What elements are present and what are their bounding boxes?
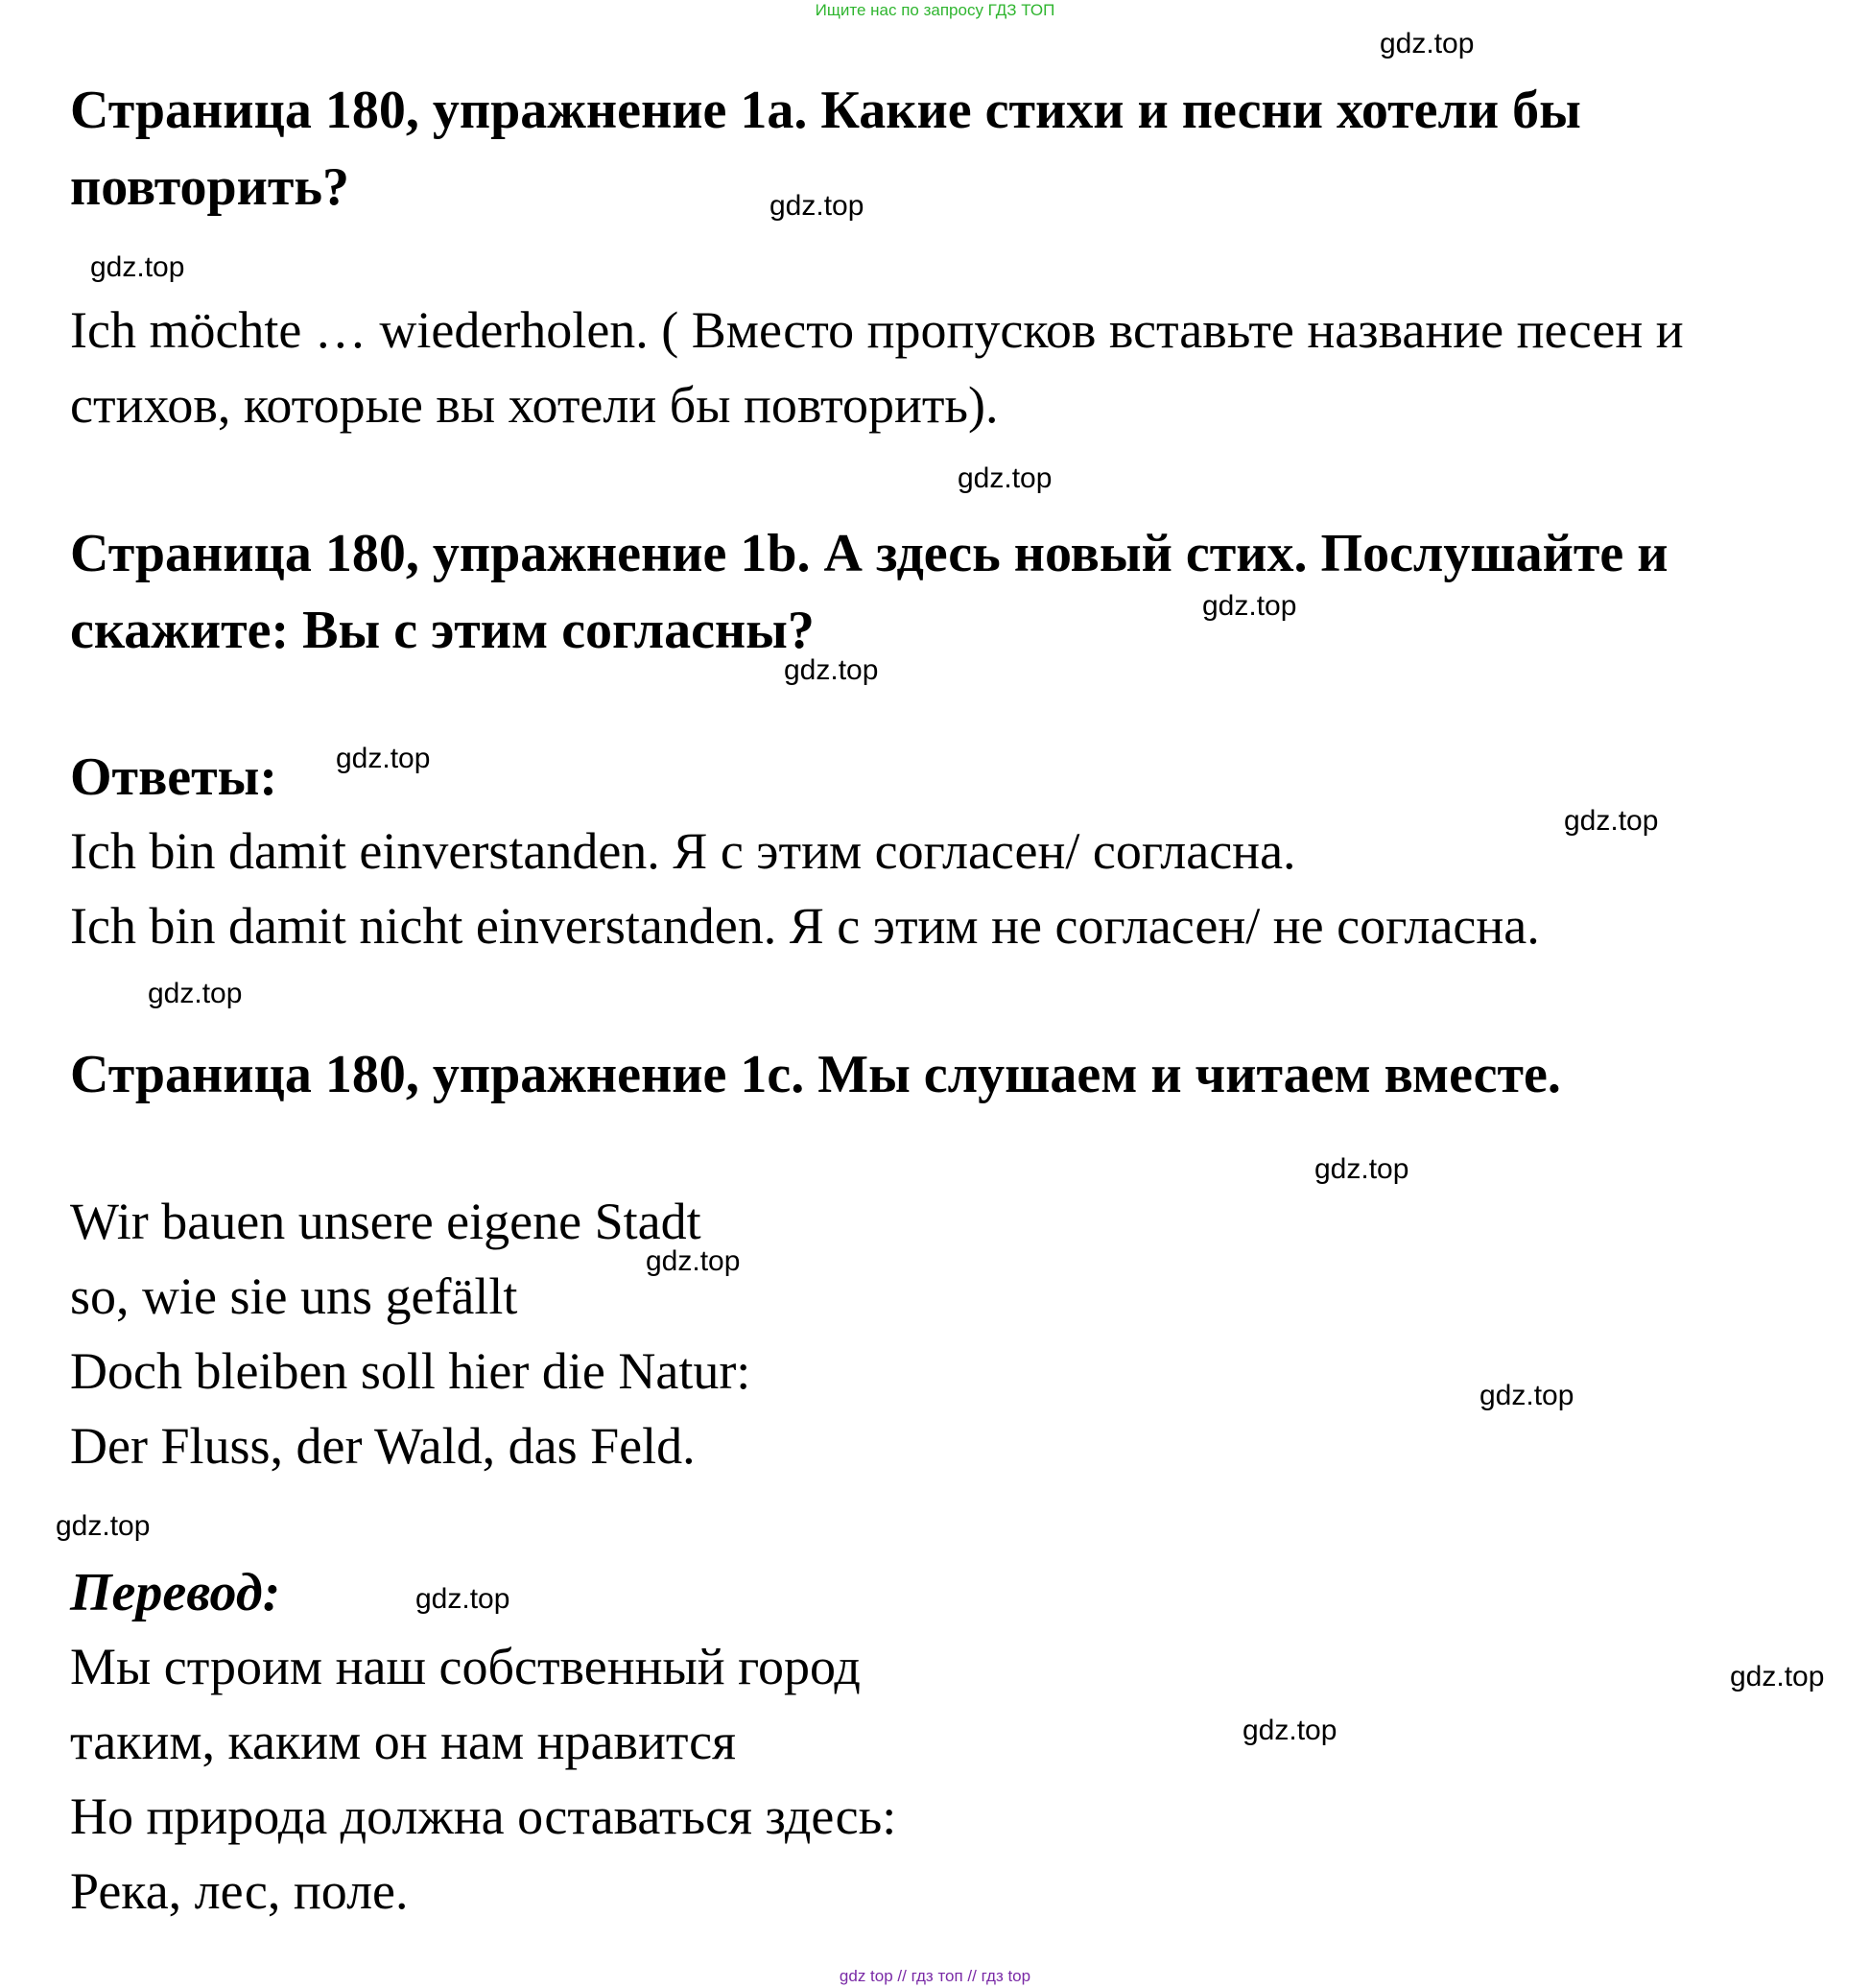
watermark: gdz.top xyxy=(646,1245,741,1277)
watermark: gdz.top xyxy=(1564,805,1659,837)
answer-line-1: Ich bin damit einverstanden. Я с этим согласен/ согласна. xyxy=(70,822,1296,880)
watermark: gdz.top xyxy=(415,1583,510,1615)
watermark: gdz.top xyxy=(148,978,243,1009)
poem-line-2: so, wie sie uns gefällt xyxy=(70,1267,518,1325)
watermark: gdz.top xyxy=(1730,1661,1825,1692)
watermark: gdz.top xyxy=(56,1510,151,1542)
watermark: gdz.top xyxy=(1243,1715,1337,1746)
translation-line-1: Мы строим наш собственный город xyxy=(70,1638,861,1695)
watermark: gdz.top xyxy=(1202,590,1297,622)
exercise-1a-text-line-1: Ich möchte … wiederholen. ( Вместо пропусков вставьте название песен и xyxy=(70,301,1684,359)
poem-line-1: Wir bauen unsere eigene Stadt xyxy=(70,1193,701,1250)
answers-title: Ответы: xyxy=(70,747,278,807)
watermark: gdz.top xyxy=(1479,1380,1574,1411)
watermark: gdz.top xyxy=(769,190,864,222)
watermark: gdz.top xyxy=(336,743,431,774)
watermark: gdz.top xyxy=(784,654,879,686)
answer-line-2: Ich bin damit nicht einverstanden. Я с этим не согласен/ не согласна. xyxy=(70,897,1540,955)
heading-exercise-1c: Страница 180, упражнение 1c. Мы слушаем и читаем вместе. xyxy=(70,1045,1561,1104)
exercise-1a-text-line-2: стихов, которые вы хотели бы повторить). xyxy=(70,376,999,434)
heading-exercise-1b: Страница 180, упражнение 1b. А здесь новый стих. Послушайте и скажите: Вы с этим согласны? xyxy=(70,524,1669,660)
translation-line-4: Река, лес, поле. xyxy=(70,1862,409,1920)
watermark: gdz.top xyxy=(1314,1153,1409,1185)
heading-exercise-1a: Страница 180, упражнение 1a. Какие стихи и песни хотели бы повторить? xyxy=(70,81,1581,217)
translation-title: Перевод: xyxy=(70,1563,281,1622)
watermark: gdz.top xyxy=(1380,28,1475,59)
poem-line-4: Der Fluss, der Wald, das Feld. xyxy=(70,1417,696,1475)
watermark: gdz.top xyxy=(958,462,1053,494)
footer-links: gdz top // гдз топ // гдз top xyxy=(839,1967,1031,1985)
translation-line-2: таким, каким он нам нравится xyxy=(70,1713,736,1770)
poem-line-3: Doch bleiben soll hier die Natur: xyxy=(70,1342,751,1400)
watermark: gdz.top xyxy=(90,251,185,283)
translation-line-3: Но природа должна оставаться здесь: xyxy=(70,1787,897,1845)
top-banner: Ищите нас по запросу ГДЗ ТОП xyxy=(815,1,1055,19)
